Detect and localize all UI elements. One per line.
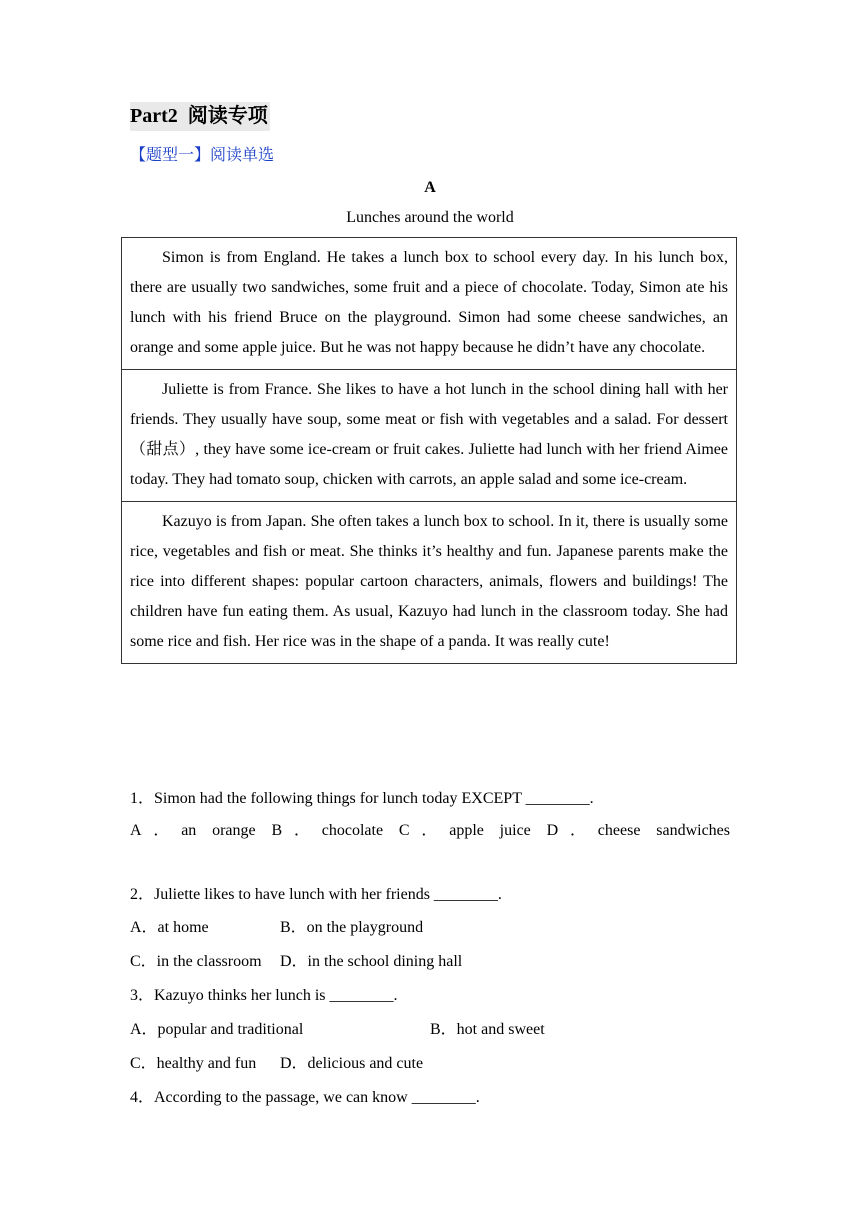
question-1-option-a[interactable]: A．an orange <box>130 822 256 839</box>
section-heading: 【题型一】阅读单选 <box>130 145 275 164</box>
question-1-stem: 1．Simon had the following things for lunch today EXCEPT ________. <box>130 790 594 807</box>
passage-paragraph-simon: Simon is from England. He takes a lunch box to school every day. In his lunch box, there are usually two sandwiches, some fruit and a piece of chocolate. Today, Simon ate his lunch with his friend Bruce on the playground. Simon had some cheese sandwiches, an orange and some apple juice. But he was not happy because he didn’t have any chocolate. <box>130 249 728 356</box>
question-3-options-row-2 <box>130 1047 730 1081</box>
passage-title: Lunches around the world <box>346 209 514 226</box>
question-3-stem: 3．Kazuyo thinks her lunch is ________. <box>130 987 398 1004</box>
question-2-options-row-1 <box>130 911 730 945</box>
question-1-option-b[interactable]: B．chocolate <box>271 822 384 839</box>
part-label: Part2 <box>130 105 178 127</box>
question-3-option-a[interactable]: A．popular and traditional <box>130 1021 304 1038</box>
passage-letter: A <box>424 179 436 196</box>
part-name: 阅读专项 <box>187 105 268 127</box>
question-list <box>130 783 730 1115</box>
question-3-option-d[interactable]: D．delicious and cute <box>280 1055 424 1072</box>
passage-table <box>121 237 737 664</box>
passage-paragraph-kazuyo: Kazuyo is from Japan. She often takes a lunch box to school. In it, there is usually some rice, vegetables and fish or meat. She thinks it’s healthy and fun. Japanese parents make the rice into different shapes: popular cartoon characters, animals, flowers and buildings! The children have fun eating them. As usual, Kazuyo had lunch in the classroom today. She had some rice and fish. Her rice was in the shape of a panda. It was really cute! <box>122 501 736 663</box>
question-1-options-row <box>130 815 730 847</box>
question-1-option-c[interactable]: C．apple juice <box>398 822 531 839</box>
question-1-option-d[interactable]: D．cheese sandwiches <box>546 822 731 839</box>
question-2-option-d[interactable]: D．in the school dining hall <box>280 953 463 970</box>
question-3-option-b[interactable]: B．hot and sweet <box>430 1021 545 1038</box>
question-2-option-b[interactable]: B．on the playground <box>280 919 424 936</box>
question-3-option-c[interactable]: C．healthy and fun <box>130 1055 257 1072</box>
question-2-stem: 2．Juliette likes to have lunch with her friends ________. <box>130 886 502 903</box>
passage-paragraph-juliette: Juliette is from France. She likes to have a hot lunch in the school dining hall with her friends. They usually have soup, some meat or fish with vegetables and a salad. For dessert（甜点）, they have some ice-cream or fruit cakes. Juliette had lunch with her friend Aimee today. They had tomato soup, chicken with carrots, an apple salad and some ice-cream. <box>122 369 736 501</box>
question-2-option-c[interactable]: C．in the classroom <box>130 953 262 970</box>
question-2-option-a[interactable]: A．at home <box>130 919 209 936</box>
question-3-options-row-1 <box>130 1013 730 1047</box>
part-heading <box>130 102 270 131</box>
question-4-stem: 4．According to the passage, we can know ________. <box>130 1089 480 1106</box>
question-2-options-row-2 <box>130 945 730 979</box>
